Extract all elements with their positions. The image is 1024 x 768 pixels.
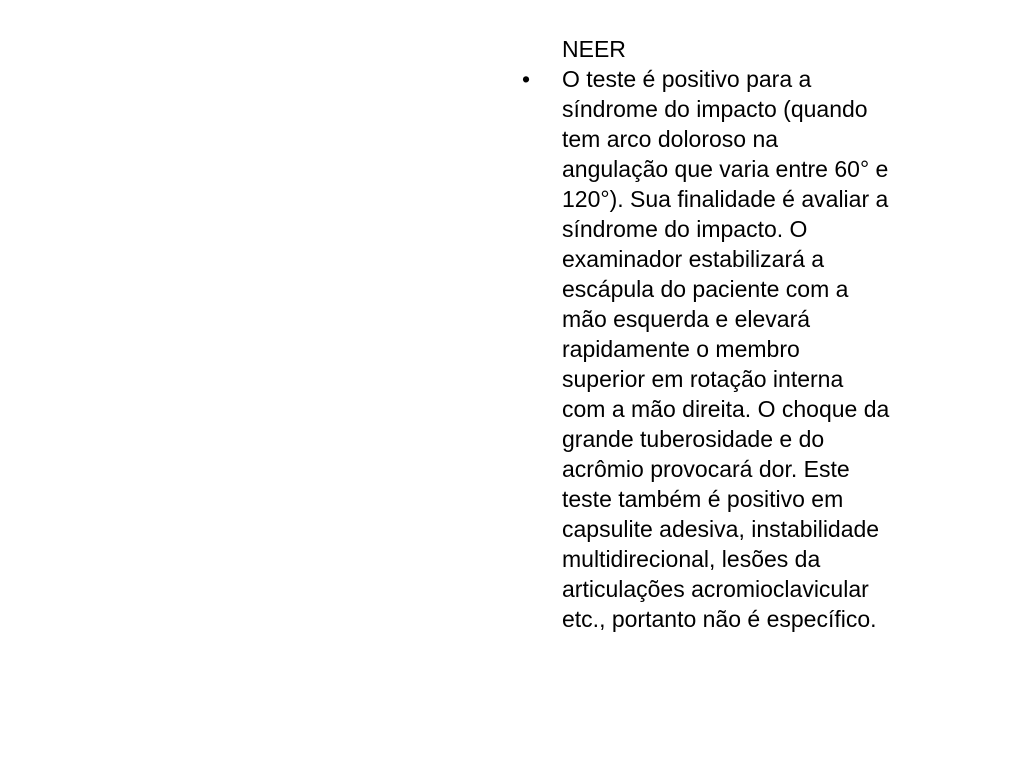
bullet-text-line: acrômio provocará dor. Este [562,456,850,482]
bullet-text-line: síndrome do impacto (quando [562,96,868,122]
bullet-text-line: grande tuberosidade e do [562,426,825,452]
slide-heading: NEER [562,36,626,62]
bullet-text-line: mão esquerda e elevará [562,306,811,332]
bullet-text-line: 120°). Sua finalidade é avaliar a [562,186,889,212]
bullet-text-line: teste também é positivo em [562,486,844,512]
bullet-text-line: examinador estabilizará a [562,246,825,272]
bullet-text-line: com a mão direita. O choque da [562,396,890,422]
bullet-text-line: angulação que varia entre 60° e [562,156,889,182]
text-box [520,34,972,634]
bullet-text-line: articulações acromioclavicular [562,576,869,602]
bullet-text-line: rapidamente o membro [562,336,800,362]
bullet-text-line: capsulite adesiva, instabilidade [562,516,880,542]
bullet-text-line: tem arco doloroso na [562,126,779,152]
bullet-text-line: multidirecional, lesões da [562,546,821,572]
bullet-text-line: escápula do paciente com a [562,276,849,302]
bullet-text-line: etc., portanto não é específico. [562,606,877,632]
bullet-icon: • [522,66,531,92]
bullet-item [520,64,972,634]
bullet-text-line: O teste é positivo para a [562,66,812,92]
bullet-text-line: síndrome do impacto. O [562,216,808,242]
bullet-text-line: superior em rotação interna [562,366,844,392]
